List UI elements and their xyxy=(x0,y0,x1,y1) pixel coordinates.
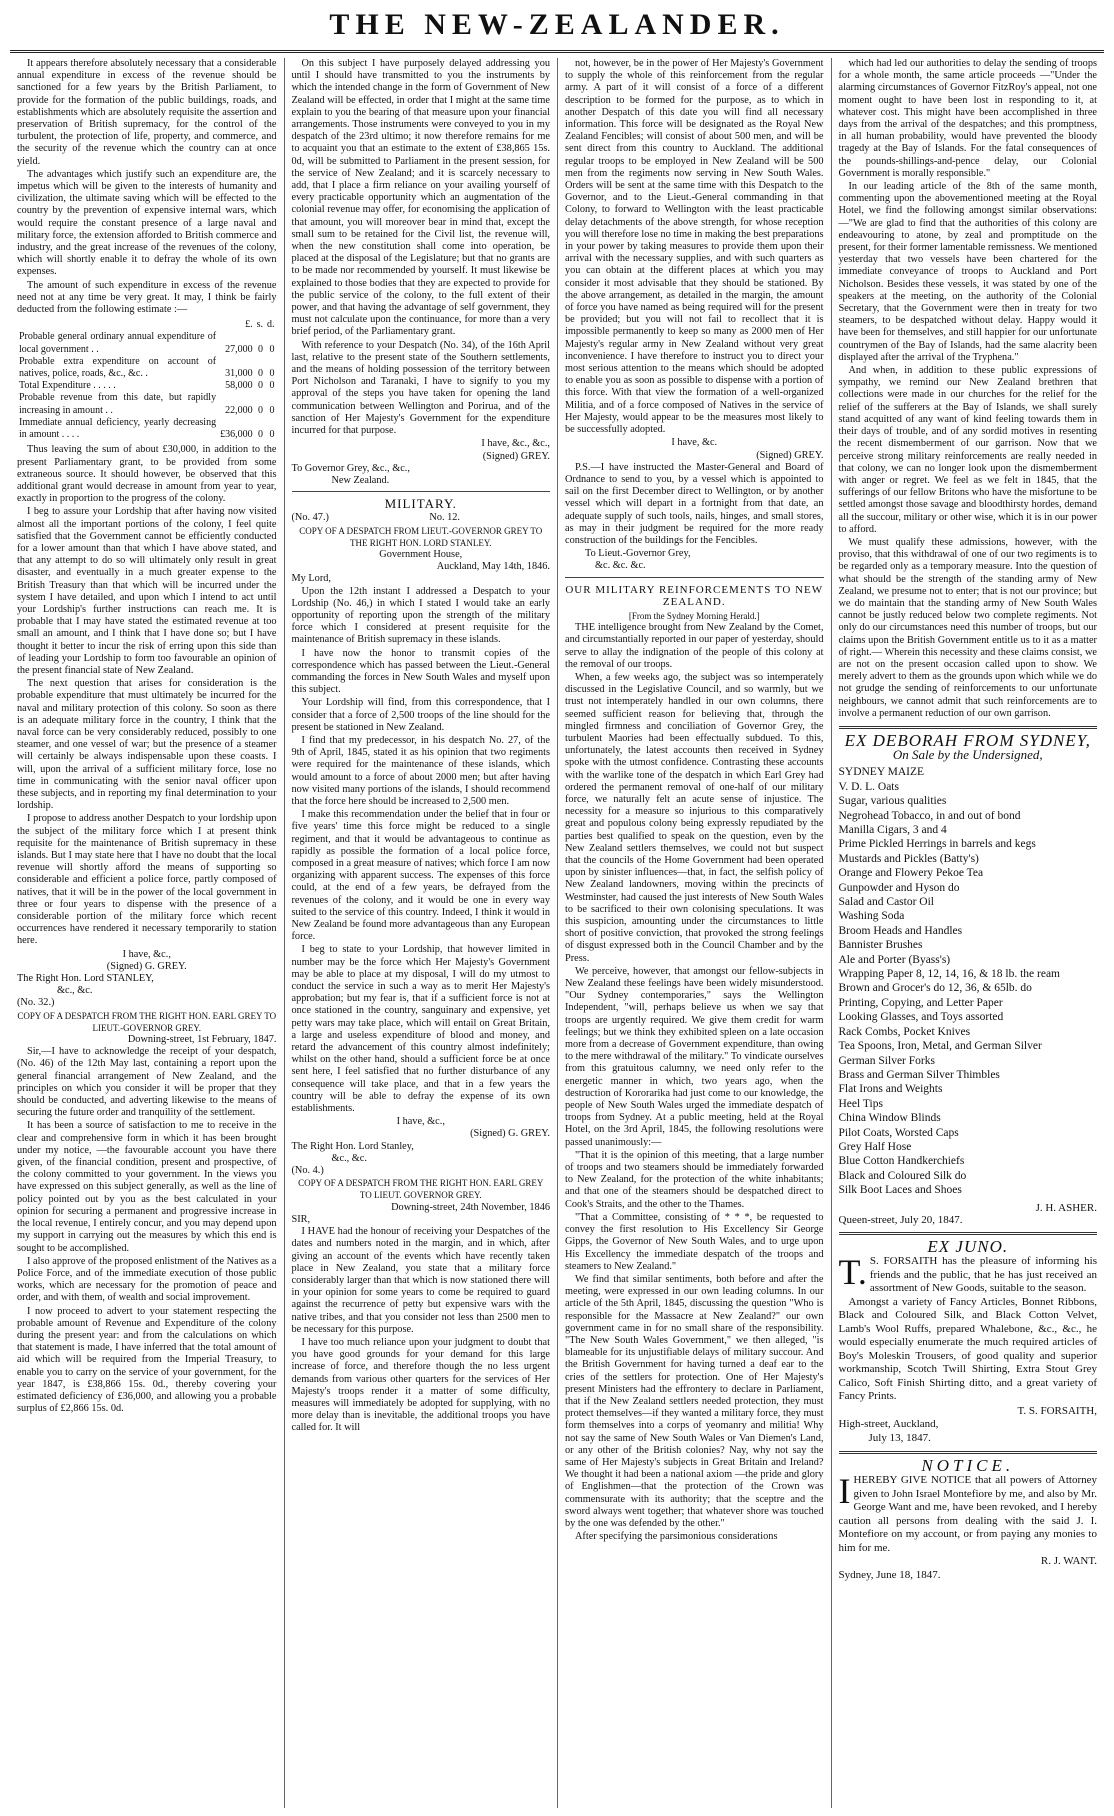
despatch-heading-4: COPY OF A DESPATCH FROM THE RIGHT HON. EARL GREY TO LIEUT. GOVERNOR GREY. xyxy=(298,1178,544,1201)
ad-item: V. D. L. Oats xyxy=(838,780,899,793)
ad-deborah-title: EX DEBORAH FROM SYDNEY, xyxy=(844,730,1091,750)
ad-juno-body xyxy=(838,1252,1098,1296)
col3-paragraphs-2 xyxy=(565,622,824,1543)
paragraph: not, however, be in the power of Her Majesty's Government to supply the whole of this reinforcement from the regular army. A part of it will consist of a force of a different description to be formed for the purpose, as to which in another Despatch of this date you will find all necessary information. This force will be designated as the Royal New Zealand Fencibles; will consist of about 500 men, and will be sent direct from this country to Auckland. The additional regular troops to be employed in New Zealand will be 500 men from the regiments now serving in New South Wales. Orders will be sent at the same time with this Despatch to the Governor, and to the Lieut.-General commanding in that Colony, to forward to Wellington with the least practicable delay detachments of the above strength, for whose reception you will therefore lose no time in making the best preparations in your power by taking measures to provide them upon their arrival with the necessary supplies, and with such quarters as you can obtain at the different places at which you may consider it most advisable that they should be stationed. By the above arrangement, as detailed in the margin, the amount of force you have named as being required will for the present be provided; but you will not fail to recollect that it is impossible permanently to keep so many as 2000 men of Her Majesty's regular army in New Zealand without very great inconvenience. I have therefore to instruct you to direct your most serious attention to the means which should be adopted to enable you as soon as possible to dispense with a portion of this force. With that view the formation of a well-organized Militia, and of a force composed of Natives in the service of Her Majesty, would appear to be the measures most likely to be successfully adopted. xyxy=(565,58,824,436)
notice-text: HEREBY GIVE NOTICE that all powers of Attorney given to John Israel Montefiore by me, and also by Mr. George Want and me, have been revoked, and I hereby caution all persons from dealing with the said J. I. Montefiore on my account, or from paying any monies to him for me. xyxy=(838,1474,1097,1554)
masthead: THE NEW-ZEALANDER. xyxy=(329,8,785,41)
paragraph: "That it is the opinion of this meeting, that a large number of troops and two steamers should be immediately forwarded to New Zealand, for the protection of the white inhabitants; and that one of the steamers should be despatched direct to Cook's Straits, and the other to the Thames. xyxy=(565,1149,824,1210)
paragraph: Sir,—I have to acknowledge the receipt of your despatch, (No. 46) of the 12th May last, containing a report upon the general financial arrangement of New Zealand, and the principles on which you consider it will be proper that they should be conducted, and adverting likewise to the means of securing the future order and tranquility of the settlement. xyxy=(17,1046,277,1119)
ad-item: Heel Tips xyxy=(838,1097,883,1110)
paragraph: "That a Committee, consisting of * * *, be requested to convey the first resolution to His Excellency Sir George Gipps, the Governor of New South Wales, and to urge upon His Excellency the immediate despatch of the troops and steamers to New Zealand." xyxy=(565,1211,824,1272)
paragraph: I also approve of the proposed enlistment of the Natives as a Police Force, and of the immediate execution of those public works, which are necessary for the promotion of peace and order, and with them, of wealth and social improvement. xyxy=(17,1255,277,1304)
col1-paragraphs-2 xyxy=(17,444,277,947)
columns xyxy=(10,58,1104,1808)
ad-item: Flat Irons and Weights xyxy=(838,1083,943,1096)
despatch-heading-32: COPY OF A DESPATCH FROM THE RIGHT HON. EARL GREY TO LIEUT.-GOVERNOR GREY. xyxy=(17,1010,277,1033)
addressee-2b: &c., &c. xyxy=(331,1152,367,1164)
ad-item: Grey Half Hose xyxy=(838,1140,912,1153)
close-3: I have, &c. xyxy=(671,437,718,449)
estimate-row xyxy=(17,331,277,355)
ad-item: SYDNEY MAIZE xyxy=(838,766,924,779)
signed-2b: (Signed) G. GREY. xyxy=(470,1128,550,1140)
estimate-label: Probable general ordinary annual expenditure of local government . . xyxy=(19,331,217,355)
divider xyxy=(839,726,1098,729)
despatch-number-12: No. 12. xyxy=(429,512,460,524)
col2-paragraphs-3 xyxy=(292,1226,551,1434)
addressee-1: The Right Hon. Lord STANLEY, xyxy=(17,973,154,985)
ad-juno-title: EX JUNO. xyxy=(927,1236,1009,1256)
ad-item: Broom Heads and Handles xyxy=(838,924,963,937)
despatch-number-32: (No. 32.) xyxy=(17,997,55,1009)
ad-item: Blue Cotton Handkerchiefs xyxy=(838,1155,965,1168)
estimate-shillings: 0 xyxy=(258,343,263,355)
paragraph: Thus leaving the sum of about £30,000, in addition to the present Parliamentary grant, to be provided from some extraneous source. It should however, be observed that this additional grant would decrease in amount from year to year, exactly in proportion to the progress of the colony. xyxy=(17,444,277,505)
divider xyxy=(839,1451,1098,1454)
estimate-shillings: 0 xyxy=(258,404,263,416)
paragraph: It appears therefore absolutely necessary that a considerable annual expenditure in excess of the revenue should be sanctioned for a few years by the British Parliament, to provide for the formation of the public buildings, roads, and establishments which are absolutely requisite the assertion and preservation of British supremacy, for the control of the turbulent, the protection of life, property, and commerce, and the security of the revenue which the country can at once yield. xyxy=(17,58,277,167)
ad-item: Washing Soda xyxy=(838,910,905,923)
ad-item: Sugar, various qualities xyxy=(838,795,947,808)
paragraph: When, a few weeks ago, the subject was so intemperately discussed in the Legislative Council, and so warmly, but we trust not intemperately handled in our own columns, there seemed sufficient reason for believing that, through the mingled firmness and conciliation of Governor Grey, the turbulent Maories had been effectually subdued. To this, unfortunately, the latest accounts then received in Sydney spoke with the utmost confidence. Contrasting these accounts with the warlike tone of the despatch in which Earl Grey had ordered the permanent removal of one-half of our military force, we naturally felt an acute sense of injustice. The necessity for a measure so injurious to this comparatively great and populous colony being expressly repudiated by the parties best qualified to speak on the question, even by the New Zealand settlers themselves, we could not but suspect that the councils of the Home Government had been operated upon by sinister influences—that, in fact, the selfish policy of New Zealand landowners, moving within the precincts of Westminster, had caused the just interests of New South Wales to be sacrificed to their own colonising speculations. It was this suspicion, amounting under the circumstances to little short of positive conviction, that provoked the strong feelings of disgust expressed both in the Council Chamber and by the Press. xyxy=(565,671,824,964)
ad-item: Salad and Castor Oil xyxy=(838,896,934,909)
signed-3: (Signed) GREY. xyxy=(756,449,824,461)
paragraph: We find that similar sentiments, both before and after the meeting, were expressed in our own leading columns. In our article of the 5th April, 1845, discussing the question "Who is responsible for the Massacre at New Zealand?" our own government came in for no small share of the responsibility. "The New South Wales Government," we then alleged, "is blameable for its unjustifiable delays of military succour. And the British Government for having turned a deaf ear to the cries of the settlers for protection. One of Her Majesty's present Ministers had the effrontery to declare in Parliament, that if the New Zealand settlers needed protection, they must protect themselves—if they wanted a military force, they must form themselves into a corps of yeomanry and militia! Why not say the same of New South Wales or Van Diemen's Land, or any other of the British colonies? Nay, why not say the same of Her Majesty's subjects in Great Britain and Ireland? We thought it had been a national axiom —the pride and glory of Englishmen—that the protection of the Crown was commensurate with its authority; that the sceptre and the sword always went together; that whatever shore was touched by the one was defended by the other." xyxy=(565,1273,824,1529)
government-house-date: Auckland, May 14th, 1846. xyxy=(436,561,550,573)
salutation-my-lord: My Lord, xyxy=(291,573,331,585)
estimate-pounds: £36,000 xyxy=(220,429,253,441)
divider xyxy=(565,577,824,578)
paragraph: In our leading article of the 8th of the same month, commenting upon the abovementioned meeting at the Royal Hotel, we find the following amongst similar observations:—"We are glad to find that the authorities of this colony are endeavouring to atone, by zeal and promptitude on the present, for their former lamentable remissness. We mentioned yesterday that two vessels have been chartered for the immediate conveyance of troops to Auckland and Port Nicholson. Besides these vessels, it was stated by one of the speakers at the meeting, on the authority of the Colonial Secretary, that the Government were then in treaty for two steamers, to be despatched without delay. Happy would it have been for themselves, and still happier for our unfortunate countrymen of the Bay of Islands, had the same alacrity been displayed after the arrival of the Tryphena." xyxy=(838,181,1097,363)
postscript: P.S.—I have instructed the Master-General and Board of Ordnance to send to you, by a vessel which is appointed to sail on the first December direct to Wellington, or by another vessel which will depart in a fortnight from that date, an adequate supply of such tools, nails, hinges, and small stores, as may in their judgment be required for the more ready construction of the buildings for the Fencibles. xyxy=(565,461,824,546)
divider xyxy=(839,1232,1098,1235)
ad-item: Gunpowder and Hyson do xyxy=(838,881,960,894)
estimate-label: Probable revenue from this date, but rapidly increasing in amount . . xyxy=(19,392,217,416)
col1-paragraphs xyxy=(17,58,277,316)
addressee-2: The Right Hon. Lord Stanley, xyxy=(291,1140,414,1152)
paragraph: THE intelligence brought from New Zealand by the Comet, and circumstantially reported in our paper of yesterday, should serve to allay the indignation of the people of this colony at the removal of our troops. xyxy=(565,622,824,670)
estimate-head-pounds: £. xyxy=(245,319,253,331)
estimate-pounds: 22,000 xyxy=(225,404,253,416)
estimate-row xyxy=(17,356,277,380)
paragraph: I now proceed to advert to your statement respecting the probable amount of Revenue and Expenditure of the colony during the present year: and from the calculations on which that statement is made, I have inferred that the total amount of aid which will be required from the Imperial Treasury, to enable you to carry on the service of your government, for the year 1847, is £38,866 15s. 0d., thereby covering your estimated deficiency of £36,000, and allowing you a probable surplus of £2,866 15s. 0d. xyxy=(17,1305,277,1415)
signed-1: (Signed) G. GREY. xyxy=(106,960,187,972)
column-3 xyxy=(557,58,831,1808)
masthead-rule xyxy=(10,50,1104,53)
paragraph: And when, in addition to these public expressions of sympathy, we remind our New Zealand brethren that collections were made in our churches for the relief for the relief of the sufferers at the Bay of Islands, we shall surely stand acquitted of any want of kind feeling towards them in their days of trouble, and of any sordid motives in resenting the recent dismemberment of our garrison. Now that we perceive strong military reinforcements are really needed in that colony, we can no longer look upon the dismemberment with anger or regret. We feel as we felt in 1845, that the sufferings of our fellow Britons who have the misfortune to be settled amongst those savage and bloodthirsty hordes, demand all the succour, military or other wise, which it is in our power to afford. xyxy=(838,365,1097,535)
paragraph: With reference to your Despatch (No. 34), of the 16th April last, relative to the present state of the Southern settlements, and the means of holding possession of the territory between Port Nicholson and Taranaki, I have to signify to you my approval of the steps you have taken for opening the land communication between Wellington and Porirua, and of the sanction of Her Majesty's Government for the expenditure incurred for that purpose. xyxy=(291,339,550,437)
reinforcements-source: [From the Sydney Morning Herald.] xyxy=(628,610,760,621)
notice-dropcap: I xyxy=(838,1471,851,1512)
estimate-pence: 0 xyxy=(269,368,275,380)
despatch-number-47: (No. 47.) xyxy=(291,512,329,524)
despatch-number-4: (No. 4.) xyxy=(291,1165,324,1177)
ad-item: Bannister Brushes xyxy=(838,939,923,952)
close-2a: I have, &c., &c., xyxy=(481,438,550,450)
paragraph: The advantages which justify such an expenditure are, the impetus which will be given to the interests of humanity and civilization, the ultimate saving which will be effected to the country by the prevention of expensive internal wars, which would require the constant presence of a large naval and military force, the extension afforded to British commerce and industry, and the great increase of the revenues of the colony, which will shortly enable it to defray the whole of its own expenses. xyxy=(17,168,277,278)
notice-date: Sydney, June 18, 1847. xyxy=(838,1568,941,1581)
notice-title: NOTICE. xyxy=(921,1456,1015,1476)
notice-signature: R. J. WANT. xyxy=(1040,1555,1097,1568)
estimate-pence: 0 xyxy=(269,404,275,416)
paragraph: I propose to address another Despatch to your lordship upon the subject of the military force which I at present think requisite for the maintenance of British supremacy in these islands. But I may state here that I have no doubt that the local revenue will shortly afford the means of supporting so considerable and efficient a police force, partly composed of natives, that it will be in the power of the local government in three or four years to dispense with the presence of a considerable portion of the military force which recent occurrences have rendered it necessary temporarily to station here. xyxy=(17,813,277,947)
estimate-pence: 0 xyxy=(269,429,275,441)
ad-item: Tea Spoons, Iron, Metal, and German Silver xyxy=(838,1040,1042,1053)
estimate-head-pence: d. xyxy=(267,319,275,331)
divider xyxy=(292,491,551,492)
estimate-label: Probable extra expenditure on account of natives, police, roads, &c., &c. . xyxy=(19,355,217,380)
ad-deborah-signature: J. H. ASHER. xyxy=(1035,1201,1097,1214)
col2-paragraphs-2 xyxy=(292,586,551,1116)
reinforcements-heading: OUR MILITARY REINFORCEMENTS TO NEW ZEALAND. xyxy=(565,583,824,608)
ad-item: Brass and German Silver Thimbles xyxy=(838,1068,1000,1081)
estimate-row xyxy=(17,380,277,392)
ad-item: Prime Pickled Herrings in barrels and kegs xyxy=(838,838,1036,851)
estimate-shillings: 0 xyxy=(258,380,263,392)
ad-item: Silk Boot Laces and Shoes xyxy=(838,1184,962,1197)
paragraph: I have now the honor to transmit copies of the correspondence which has passed between the Lieut.-General commanding the forces in New South Wales and myself upon this subject. xyxy=(291,647,550,696)
paragraph: I find that my predecessor, in his despatch No. 27, of the 9th of April, 1845, stated it as his opinion that two regiments were required for the maintenance of these islands, which would amount to a force of about 2000 men; but after having now visited many portions of the islands, I should recommend that the force here should be increased to 2,500 men. xyxy=(291,734,550,807)
column-1 xyxy=(10,58,284,1808)
ad-item: Rack Combs, Pocket Knives xyxy=(838,1025,971,1038)
col3-paragraphs xyxy=(565,58,824,436)
estimate-label: Total Expenditure . . . . . xyxy=(19,380,116,392)
col2-paragraphs xyxy=(292,58,551,437)
ad-item: Mustards and Pickles (Batty's) xyxy=(838,852,979,865)
ad-item: Manilla Cigars, 3 and 4 xyxy=(838,824,947,836)
estimate-shillings: 0 xyxy=(258,429,263,441)
close-2b: I have, &c., xyxy=(396,1116,445,1128)
ad-item: Printing, Copying, and Letter Paper xyxy=(838,996,1003,1009)
estimate-shillings: 0 xyxy=(258,368,263,380)
col1-paragraphs-3 xyxy=(17,1046,277,1415)
paragraph: The next question that arises for consideration is the probable expenditure that must ultimately be incurred for the naval and military protection of this colony. So soon as there is an adequate military force in the country, I think that the naval force can be very considerably reduced, possibly to one steamer, and one vessel of war; but the presence of a steamer will certainly be always indispensable upon these coasts. I will, upon the arrival of a sufficient military force, lose no time in communicating with the senior naval officer upon these subjects, and in reporting my final determination to your lordship. xyxy=(17,678,277,812)
salutation-sir: SIR, xyxy=(291,1213,311,1225)
signed-2a: (Signed) GREY. xyxy=(482,450,550,462)
ad-item: Ale and Porter (Byass's) xyxy=(838,953,951,966)
ad-item: Looking Glasses, and Toys assorted xyxy=(838,1011,1004,1024)
paragraph: I make this recommendation under the belief that in four or five years' time this force might be reduced to a single regiment, and that it would be advantageous to continue as rapidly as possible the formation of a local police force, composed in a great measure of natives; which force I am now organizing with apparent success. The expenses of this force could, at the end of a few years, be defrayed from the revenues of the colony, and it would be one in every way suited to the service of this country. Indeed, I think it would in New Zealand be found more advantageous than any European force. xyxy=(291,809,550,943)
paragraph: After specifying the parsimonious considerations xyxy=(575,1531,778,1543)
to-governor: To Governor Grey, &c., &c., xyxy=(291,462,410,474)
estimate-row xyxy=(17,392,277,416)
ad-item: Black and Coloured Silk do xyxy=(838,1169,967,1182)
ad-deborah-date: Queen-street, July 20, 1847. xyxy=(838,1213,963,1226)
ad-deborah-list xyxy=(839,765,1098,1197)
ad-item: Wrapping Paper 8, 12, 14, 16, & 18 lb. the ream xyxy=(838,968,1061,981)
ad-item: Pilot Coats, Worsted Caps xyxy=(838,1126,959,1139)
ad-item: German Silver Forks xyxy=(838,1054,935,1067)
column-4 xyxy=(831,58,1105,1808)
estimate-pounds: 31,000 xyxy=(225,368,253,380)
ad-juno-address: High-street, Auckland, xyxy=(838,1418,939,1431)
paragraph: Your Lordship will find, from this correspondence, that I consider that a force of 2,500 troops of the line should for the present be stationed in New Zealand. xyxy=(291,697,550,733)
estimate-row xyxy=(17,417,277,441)
estimate-label: Immediate annual deficiency, yearly decreasing in amount . . . . xyxy=(19,416,217,441)
ad-juno-body-2: Amongst a variety of Fancy Articles, Bonnet Ribbons, Black and Coloured Silk, and Black Cotton Velvet, Lamb's Wool Ruffs, prepared Whalebone, &c., &c., he would especially enumerate the much required articles of Boy's Moleskin Trousers, of good quality and superior workmanship, Scotch Twill Shirting, Extra Stout Grey Calico, Soft Finish Shirting ditto, and a great variety of Fancy Prints. xyxy=(838,1295,1097,1403)
ad-item: China Window Blinds xyxy=(838,1112,941,1125)
col4-paragraphs xyxy=(839,58,1098,720)
despatch-date-32: Downing-street, 1st February, 1847. xyxy=(127,1034,277,1046)
to-governor-2: New Zealand. xyxy=(331,474,390,486)
estimate-pounds: 27,000 xyxy=(225,343,253,355)
estimate-pounds: 58,000 xyxy=(225,380,253,392)
estimate-head-shillings: s. xyxy=(256,319,263,331)
paragraph: On this subject I have purposely delayed addressing you until I should have transmitted to you the instruments by which the intended change in the form of Government of New Zealand will be effected, in order that I might at the same time explain to you the bearing of that measure upon your financial arrangements. Those instruments were conveyed to you in my despatch of the 23rd ultimo; it now therefore remains for me to acquaint you that an estimate to the extent of £38,865 15s. 0d, will be submitted to Parliament in the present session, for the service of New Zealand; and it is scarcely necessary to add, that I place a firm reliance on your availing yourself of every practicable opportunity which an augmentation of the colonial revenue may offer, for economising the application of that amount, you will moreover bear in mind that, except the small sum to be retained for the Civil list, the revenue will, when the new constitution shall come into operation, be placed at the disposal of the Legislature; but that no grants are to be made nor recommended by yourself. It must likewise be explained to those bodies that they are expected to provide for the public service of the colony, to the full extent of their power, and that having the advantage of self government, they must not calculate upon the continuance, for more than a very brief period, of the Parliamentary grant. xyxy=(291,58,550,338)
despatch-date-4: Downing-street, 24th November, 1846 xyxy=(391,1201,550,1213)
paragraph: I beg to state to your Lordship, that however limited in number may be the force which Her Majesty's Government may be able to place at my disposal, I will do my utmost to conduct the service in such a way as to merit Her Majesty's approbation; but my fear is, that if a sufficient force is not at once stationed in the country, sanguinary and expensive, yet petty wars may take place, which will entail on Great Britain, a large and useless expenditure of blood and money, and retard the advancement of this country almost indefinitely; whilst on the other hand, should a sufficient force be at once sent here, I feel satisfied that no further disturbance of any consequence will take place, and that in a few years the country will be able to defray the expense of its own establishments. xyxy=(291,944,550,1115)
estimate-table xyxy=(17,319,277,441)
paragraph: Upon the 12th instant I addressed a Despatch to your Lordship (No. 46,) in which I stated I would take an early opportunity of reporting upon the strength of the military force which I considered at present requisite for the maintenance of British supremacy in these islands. xyxy=(291,585,550,646)
paragraph: I beg to assure your Lordship that after having now visited almost all the important portions of the colony, I feel quite satisfied that the Government cannot be efficiently conducted for a lower amount than that which I have above stated, and that any attempt to do so will ultimately only result in great disaster, and eventually in a much greater expense to the British Treasury than that which will be incurred under the system I have detailed, and upon which I intend to act until your Lordship's further instructions can reach me. It is probable that I may have stated the estimated revenue at too small an amount, and I think that I have done so; but I have thought it better to incur the risk of erring upon this side than of leading your Lordship to form too favourable an opinion of the present financial state of New Zealand. xyxy=(17,506,277,676)
government-house: Government House, xyxy=(379,548,463,560)
to-lieut-governor: To Lieut.-Governor Grey, xyxy=(585,548,691,560)
paragraph: The amount of such expenditure in excess of the revenue need not at any time be very great. It may, I think be fairly deducted from the following estimate :— xyxy=(17,279,277,316)
ad-item: Brown and Grocer's do 12, 36, & 65lb. do xyxy=(838,982,1032,995)
paragraph: I have too much reliance upon your judgment to doubt that you have good grounds for your demand for this large increase of force, and therefore though the no less urgent demands from various other quarters for the services of Her Majesty's troops render it a matter of some difficulty, measures will immediately be adopted for supplying, with no more delay than is inevitable, the additional troops you have called for. It will xyxy=(291,1336,550,1434)
paragraph: which had led our authorities to delay the sending of troops for a whole month, the same article proceeds —"Under the alarming circumstances of Governor FitzRoy's appeal, not one moment ought to have been lost in responding to it, at whatever cost. This might have been accomplished in three days from the arrival of the despatches; and this promptness, in all human probability, would have prevented the bloody tragedy at the Bay of Islands. For the fatal consequences of the pounds-shillings-and-pence delay, our Colonial Government is morally responsible." xyxy=(838,58,1097,179)
paragraph: We perceive, however, that amongst our fellow-subjects in New Zealand these feelings have been widely misunderstood. "Our Sydney contemporaries," says the Wellington Independent, "will, perhaps believe us when we say that troops are urgently required. We give them credit for warm feelings; but we think they exhibited spleen on a late occasion more from a decrease of Government expenditure, than owing to the mere withdrawal of the military." To vindicate ourselves from this gratuitous calumny, we need only refer to the energetic manner in which, two years ago, when the destruction of Kororarika had just come to our knowledge, the people of New South Wales urged the immediate despatch of troops from Sydney. At a public meeting, held at the Royal Hotel, on the 3rd April, 1845, the following resolutions were passed unanimously:— xyxy=(565,965,824,1148)
close-1: I have, &c., xyxy=(122,948,171,960)
ad-juno-dropcap: T. xyxy=(838,1252,867,1293)
despatch-heading-12: COPY OF A DESPATCH FROM LIEUT.-GOVERNOR GREY TO THE RIGHT HON. LORD STANLEY. xyxy=(299,525,543,548)
paragraph: We must qualify these admissions, however, with the proviso, that this withdrawal of one of our two regiments is to be regarded only as a temporary measure. Into the question of what should be the strength of the standing army of New Zealand, we presume not to enter; that is not our province; but we do maintain that the standing army of New South Wales cannot be justly reduced below two complete regiments. Not only do our circumstances need this number of troops, but our claims upon the British Government entitle us to it as a matter of right.— Wherein this necessity and these claims consist, we are not on the present occasion called upon to show. We merely advert to them as the grounds upon which while we do not grudge the sending of reinforcements to our unfortunate neighbours, we cannot admit that such reinforcements are to involve a permanent reduction of our own garrison. xyxy=(838,536,1097,719)
estimate-pence: 0 xyxy=(269,380,275,392)
ad-item: Negrohead Tobacco, in and out of bond xyxy=(838,809,1021,822)
paragraph: I HAVE had the honour of receiving your Despatches of the dates and numbers noted in the margin, and in which, after giving an account of the events which have recently taken place in New Zealand, you state that a military force considerably larger than that which is now stationed there will in your opinion for some years to come be required to guard against the recurrence of petty but expensive wars with the native tribes, and that you consider not less than 2500 men to be necessary for this purpose. xyxy=(291,1226,550,1335)
column-2 xyxy=(284,58,558,1808)
to-lieut-governor-2: &c. &c. &c. xyxy=(595,560,646,572)
military-heading: MILITARY. xyxy=(384,496,457,512)
paragraph: It has been a source of satisfaction to me to receive in the clear and comprehensive form in which it has been brought under my notice, —the favourable account you have there given, of the financial condition, present and prospective, of the colony committed to your government. In the views you have expressed on this subject generally, as well as the line of policy pointed out by you as the best calculated in your opinion for securing a permanent and progressive increase in the local revenue, I entirely concur, and you may depend upon my support in carrying out the measures by which this end is sought to be accomplished. xyxy=(17,1120,277,1254)
ad-deborah-subtitle: On Sale by the Undersigned, xyxy=(892,747,1043,763)
ad-juno-text: S. FORSAITH has the pleasure of informing his friends and the public, that he has just received an assortment of New Goods, suitable to the season. xyxy=(869,1255,1097,1295)
notice-body xyxy=(838,1471,1098,1555)
estimate-pence: 0 xyxy=(269,343,275,355)
ad-item: Orange and Flowery Pekoe Tea xyxy=(838,867,984,880)
ad-juno-date: July 13, 1847. xyxy=(868,1431,931,1444)
addressee-1b: &c., &c. xyxy=(57,985,93,997)
ad-juno-signature: T. S. FORSAITH, xyxy=(1017,1404,1097,1417)
